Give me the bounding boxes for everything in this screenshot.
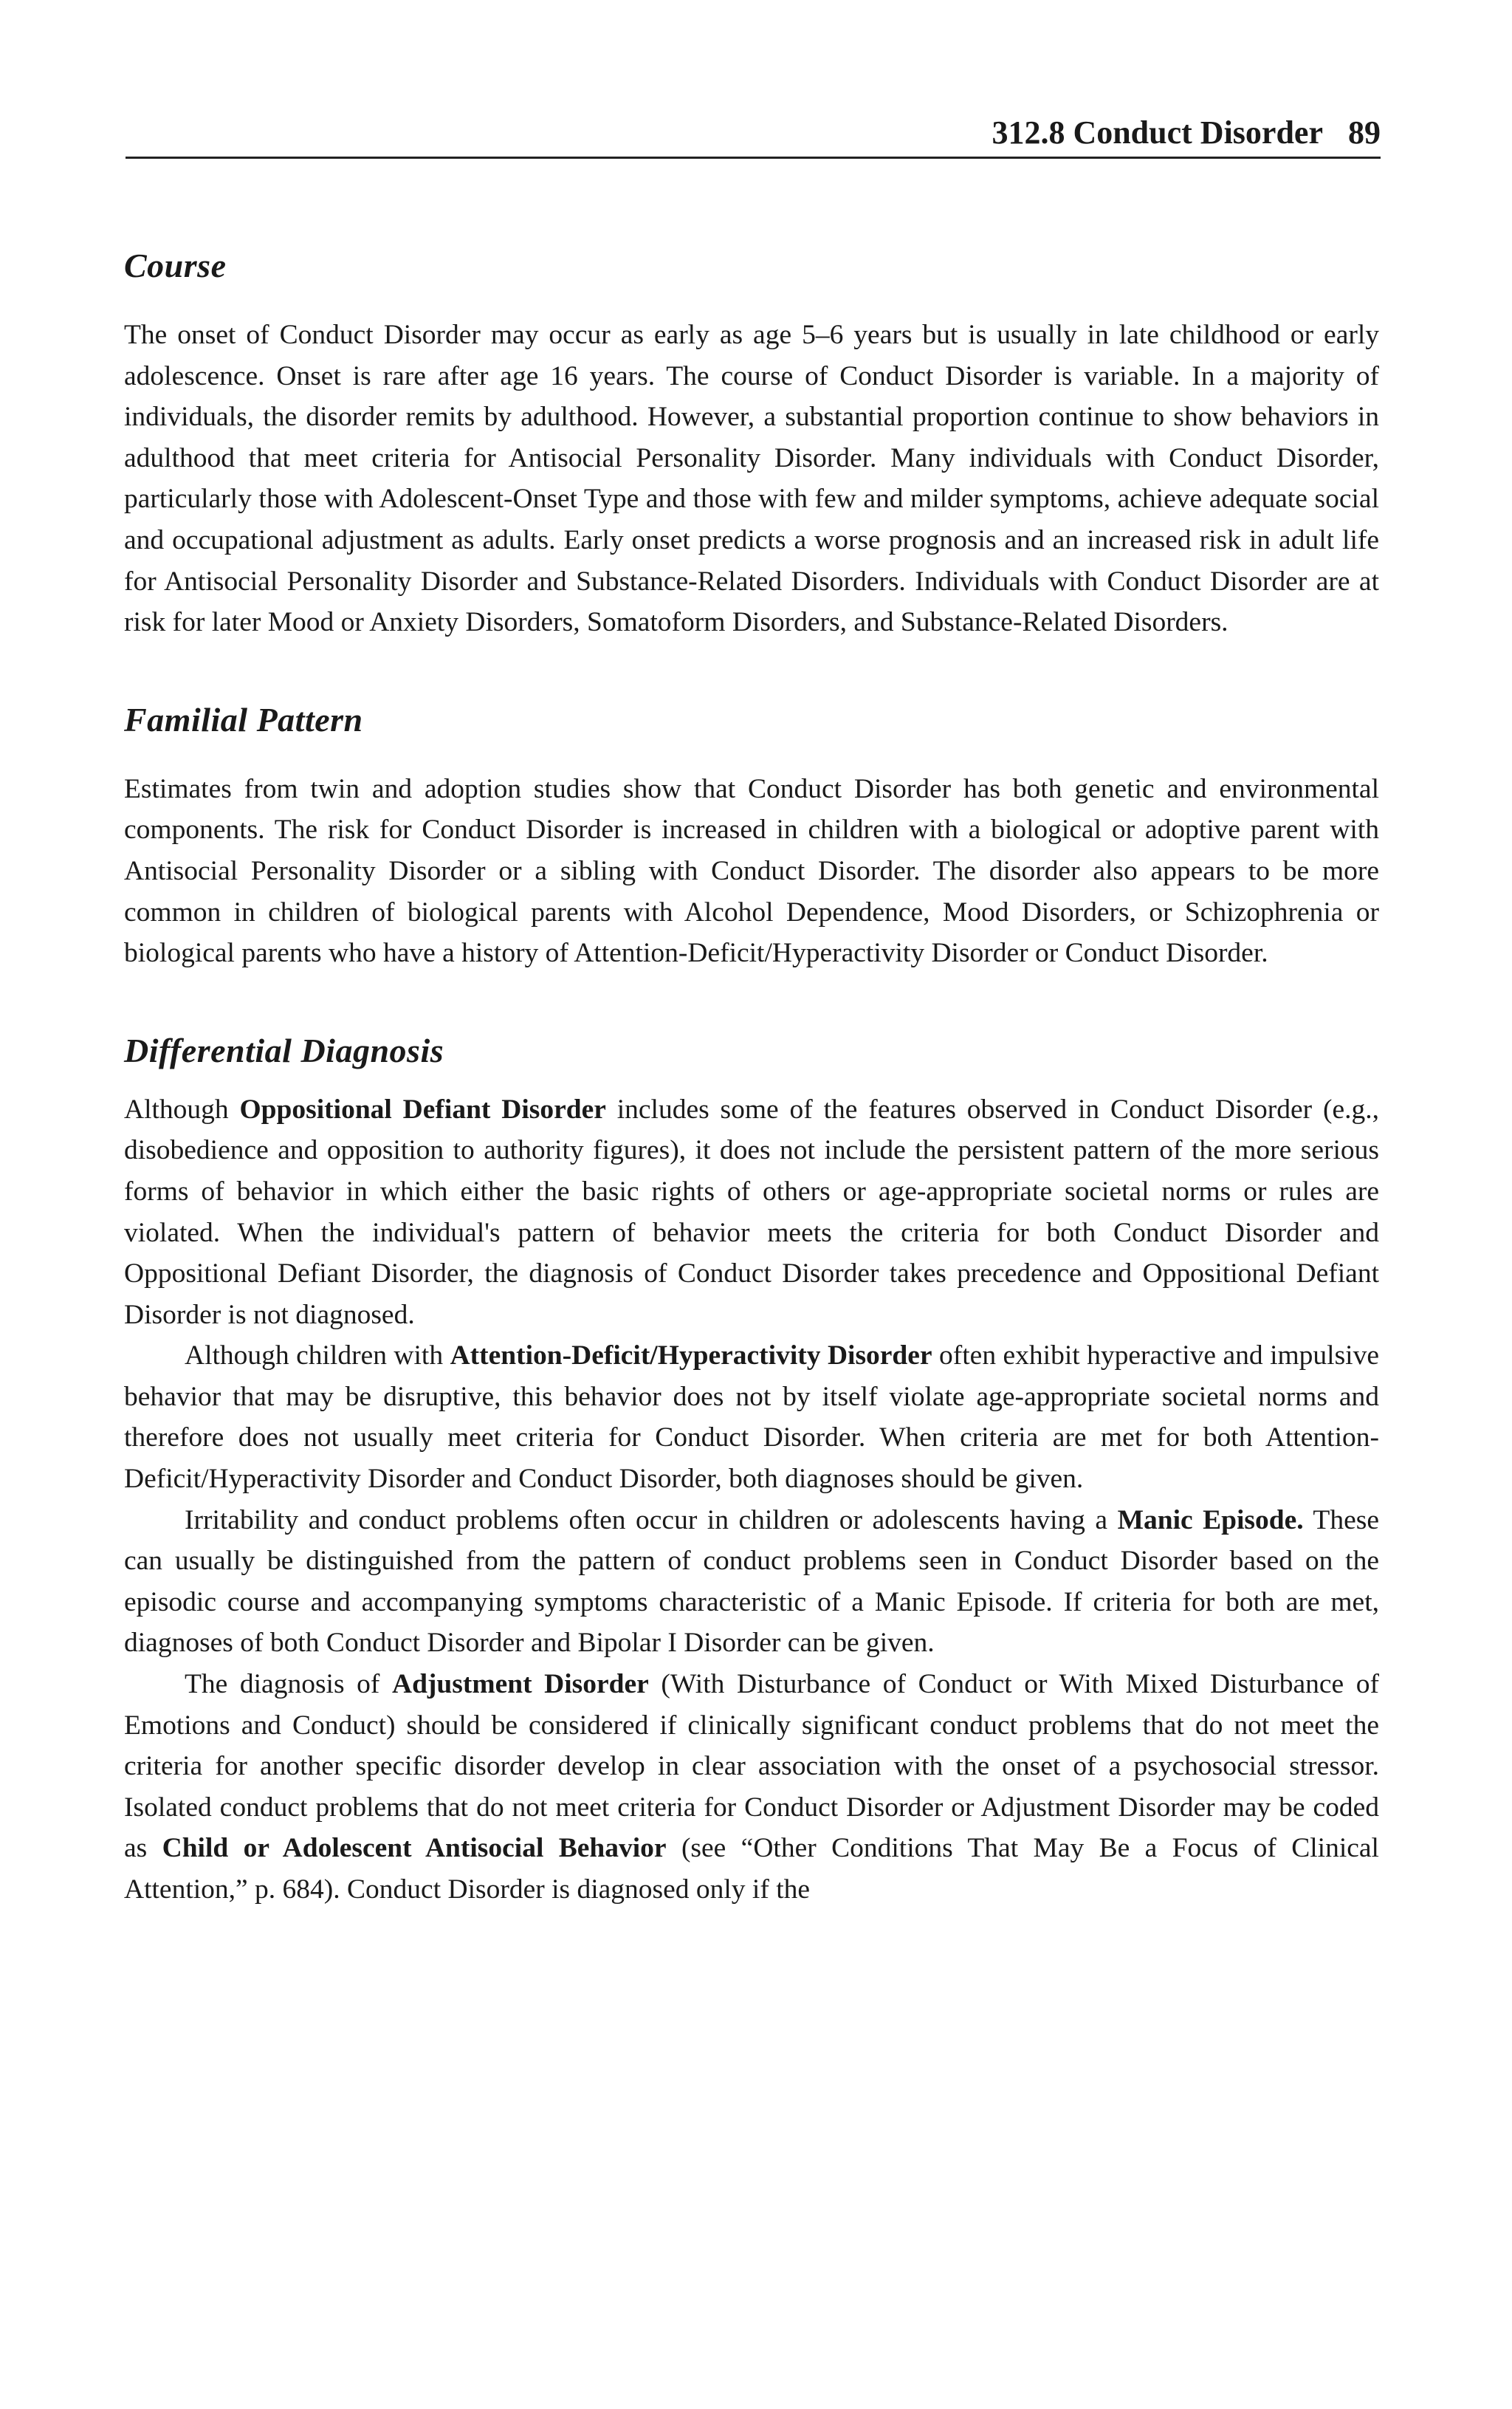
page-body xyxy=(124,244,1379,1965)
section-differential-diagnosis xyxy=(124,1029,1379,1911)
running-header xyxy=(126,111,1381,159)
term-adhd: Attention-Deficit/Hyperactivity Disorder xyxy=(450,1340,932,1371)
course-paragraph: The onset of Conduct Disorder may occur as early as age 5–6 years but is usually in late childhood or early adolescence. Onset is rare after age 16 years. The course of Conduct Disorder is variable. In a majority of individuals, the disorder remits by adulthood. However, a substantial proportion continue to show behaviors in adulthood that meet criteria for Antisocial Personality Disorder. Many individuals with Conduct Disorder, particularly those with Adolescent-Onset Type and those with few and milder symptoms, achieve adequate social and occupational adjustment as adults. Early onset predicts a worse prognosis and an increased risk in adult life for Antisocial Personality Disorder and Substance-Related Disorders. Individuals with Conduct Disorder are at risk for later Mood or Anxiety Disorders, Somatoform Disorders, and Substance-Related Disorders. xyxy=(124,320,1379,638)
differential-paragraph-adhd: Although children with Attention-Deficit/Hyperactivity Disorder often exhibit hyperactive and impulsive behavior that may be disruptive, this behavior does not by itself violate age-appropriate societal norms and therefore does not usually meet criteria for Conduct Disorder. When criteria are met for both Attention-Deficit/Hyperactivity Disorder and Conduct Disorder, both diagnoses should be given. xyxy=(124,1340,1379,1495)
page-number: 89 xyxy=(1348,114,1381,151)
term-antisocial-behavior: Child or Adolescent Antisocial Behavior xyxy=(162,1833,667,1864)
term-adjustment-disorder: Adjustment Disorder xyxy=(392,1669,649,1700)
term-manic-episode: Manic Episode. xyxy=(1117,1504,1304,1535)
heading-course: Course xyxy=(124,247,227,284)
differential-paragraph-odd: Although Oppositional Defiant Disorder includes some of the features observed in Conduct Disorder (e.g., disobedience and opposition to authority figures), it does not include the persistent pattern of the more serious forms of behavior in which either the basic rights of others or age-appropriate societal norms or rules are violated. When the individual's pattern of behavior meets the criteria for both Conduct Disorder and Oppositional Defiant Disorder, the diagnosis of Conduct Disorder takes precedence and Oppositional Defiant Disorder is not diagnosed. xyxy=(124,1094,1379,1330)
differential-paragraph-adjustment: The diagnosis of Adjustment Disorder (With Disturbance of Conduct or With Mixed Disturbance of Emotions and Conduct) should be considered if clinically significant conduct problems that do not meet the criteria for another specific disorder develop in clear association with the onset of a psychosocial stressor. Isolated conduct problems that do not meet criteria for Conduct Disorder or Adjustment Disorder may be coded as Child or Adolescent Antisocial Behavior (see “Other Conditions That May Be a Focus of Clinical Attention,” p. 684). Conduct Disorder is diagnosed only if the xyxy=(124,1669,1379,1905)
differential-paragraph-manic: Irritability and conduct problems often occur in children or adolescents having a Manic Episode. These can usually be distinguished from the pattern of conduct problems seen in Conduct Disorder based on the episodic course and accompanying symptoms characteristic of a Manic Episode. If criteria for both are met, diagnoses of both Conduct Disorder and Bipolar I Disorder can be given. xyxy=(124,1504,1379,1659)
running-title: 312.8 Conduct Disorder xyxy=(992,114,1323,151)
familial-paragraph: Estimates from twin and adoption studies show that Conduct Disorder has both genetic and environmental components. The risk for Conduct Disorder is increased in children with a biological or adoptive parent with Antisocial Personality Disorder or a sibling with Conduct Disorder. The disorder also appears to be more common in children of biological parents with Alcohol Dependence, Mood Disorders, or Schizophrenia or biological parents who have a history of Attention-Deficit/Hyperactivity Disorder or Conduct Disorder. xyxy=(124,773,1379,969)
section-familial-pattern xyxy=(124,698,1379,974)
section-course xyxy=(124,244,1379,643)
heading-familial-pattern: Familial Pattern xyxy=(124,700,363,739)
term-oppositional-defiant: Oppositional Defiant Disorder xyxy=(239,1094,606,1125)
heading-differential-diagnosis: Differential Diagnosis xyxy=(124,1031,444,1069)
